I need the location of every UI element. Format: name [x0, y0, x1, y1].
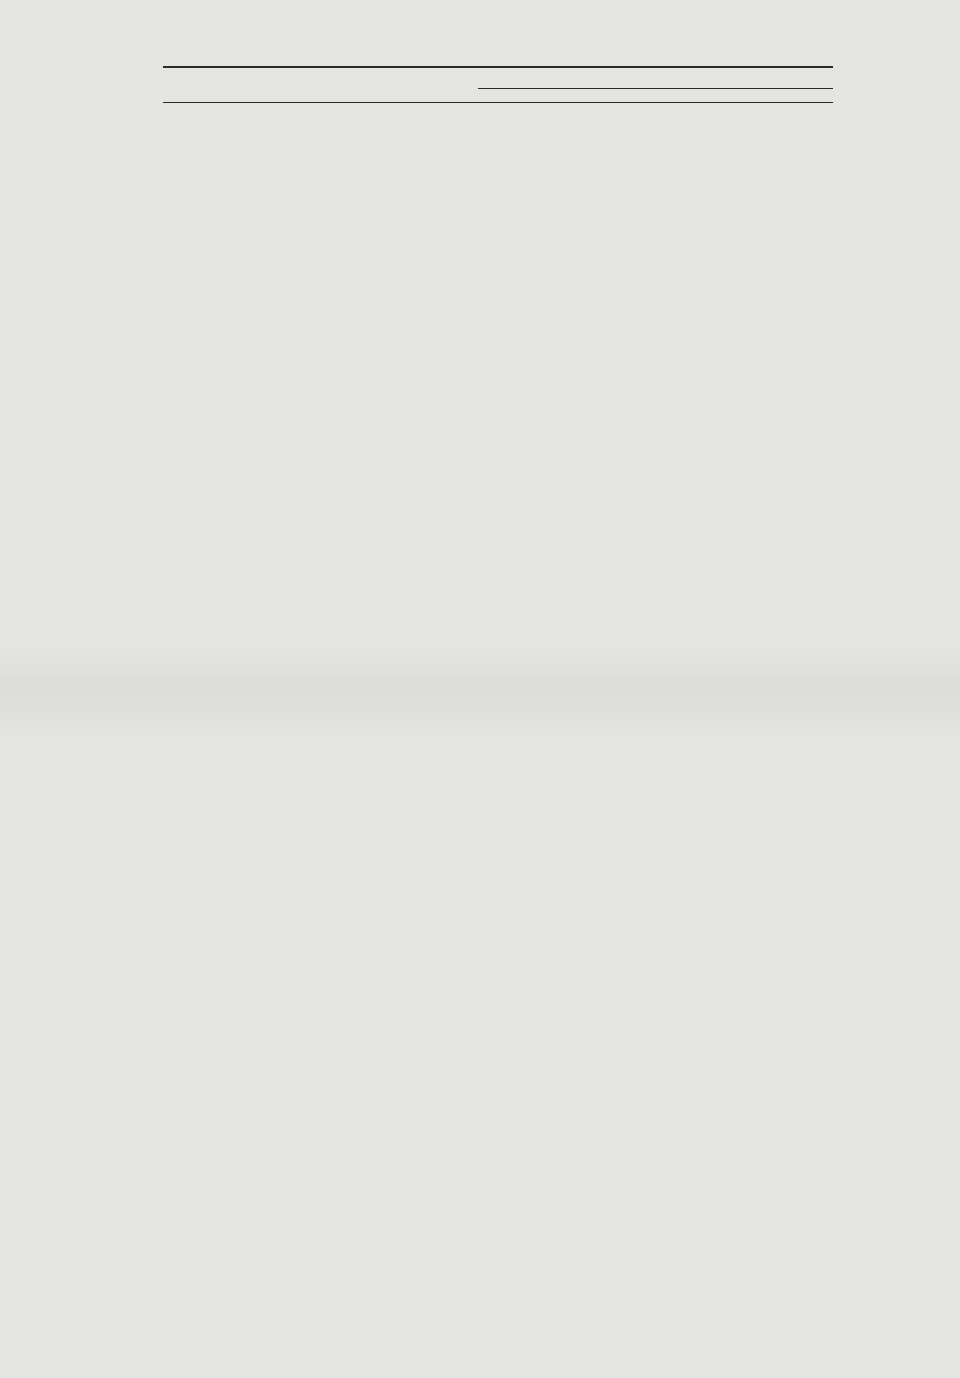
header-bottom-rule: [163, 102, 833, 103]
header-top-rule: [163, 66, 833, 68]
paper-fold: [0, 650, 960, 740]
group-subrule: [478, 88, 833, 89]
